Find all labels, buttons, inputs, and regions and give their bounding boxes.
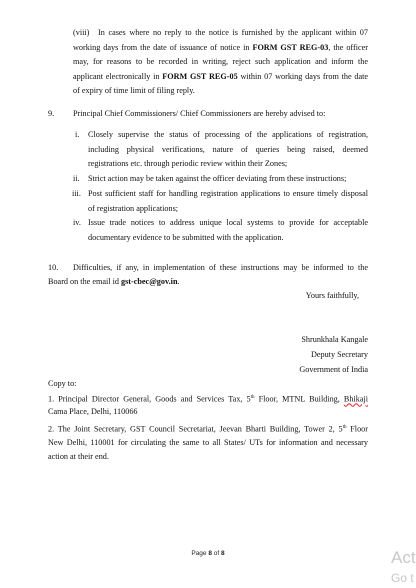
copy-to-item-2-line-2: New Delhi, 110001 for circulating the same to all States/ UTs for information and necessary	[48, 438, 368, 447]
list-item-i-line-3: registrations etc. through periodic review within their Zones;	[88, 159, 288, 168]
closing: Yours faithfully,	[305, 291, 359, 300]
list-item-iv-line-2: documentary evidence to be submitted with the application.	[88, 233, 284, 242]
para-10-line-1: Difficulties, if any, in implementation of these instructions may be informed to the	[73, 263, 368, 272]
para-viii-line-5: of expiry of time limit of filing reply.	[73, 86, 195, 95]
signatory-designation: Deputy Secretary	[310, 350, 368, 359]
list-item-iii-number: iii.	[72, 189, 81, 198]
activation-watermark-line-2: Go t	[391, 571, 414, 585]
form-reg-03: FORM GST REG-03	[252, 43, 329, 52]
para-viii-line-3: may, for reasons to be recorded in writing, reject such application and inform the	[73, 57, 368, 66]
para-viii-line-4: applicant electronically in FORM GST REG-05 within 07 working days from the date	[73, 72, 368, 81]
list-item-iv-number: iv.	[73, 218, 81, 227]
copy-to-item-2-line-1: 2. The Joint Secretary, GST Council Secretariat, Jeevan Bharti Building, Tower 2, 5th Floor	[48, 424, 368, 434]
list-item-ii-line-1: Strict action may be taken against the officer deviating from these instructions;	[88, 174, 347, 183]
para-9-number: 9.	[48, 109, 55, 118]
form-reg-05: FORM GST REG-05	[162, 72, 238, 81]
para-viii-number: (viii)	[73, 28, 90, 37]
list-item-ii-number: ii.	[73, 174, 80, 183]
para-viii-line-2: working days from the date of issuance of notice in FORM GST REG-03, the officer	[73, 43, 368, 52]
copy-to-item-2-line-3: action at their end.	[48, 452, 109, 461]
page-footer: Page 8 of 8	[191, 550, 225, 557]
signatory-org: Government of India	[299, 365, 368, 374]
email-id[interactable]: gst-cbec@gov.in	[121, 277, 178, 286]
copy-to-item-1-line-2: Cama Place, Delhi, 110066	[48, 407, 138, 416]
list-item-i-line-2: including physical verifications, nature of queries being raised, deemed	[88, 145, 368, 154]
para-10-line-2: Board on the email id gst-cbec@gov.in.	[48, 277, 180, 286]
copy-to-item-1-line-1: 1. Principal Director General, Goods and Services Tax, 5th Floor, MTNL Building, Bhikaji	[48, 394, 369, 404]
copy-to-heading: Copy to:	[48, 379, 77, 388]
signatory-name: Shrunkhala Kangale	[301, 335, 368, 344]
current-page-number: 8	[208, 550, 212, 557]
spellcheck-word: Bhikaji	[343, 394, 369, 404]
list-item-iii-line-2: of registration applications;	[88, 204, 179, 213]
list-item-i-number: i.	[75, 130, 80, 139]
para-9-text: Principal Chief Commissioners/ Chief Commissioners are hereby advised to:	[73, 109, 326, 118]
list-item-iv-line-1: Issue trade notices to address unique local systems to provide for acceptable	[88, 218, 368, 227]
total-pages: 8	[221, 550, 225, 557]
list-item-i-line-1: Closely supervise the status of processing of the applications of registration,	[88, 130, 368, 139]
list-item-iii-line-1: Post sufficient staff for handling registration applications to ensure timely disposal	[88, 189, 368, 198]
activation-watermark-line-1: Act	[391, 548, 416, 567]
para-viii-line-1: In cases where no reply to the notice is furnished by the applicant within 07	[98, 28, 368, 37]
para-10-number: 10.	[48, 263, 59, 272]
